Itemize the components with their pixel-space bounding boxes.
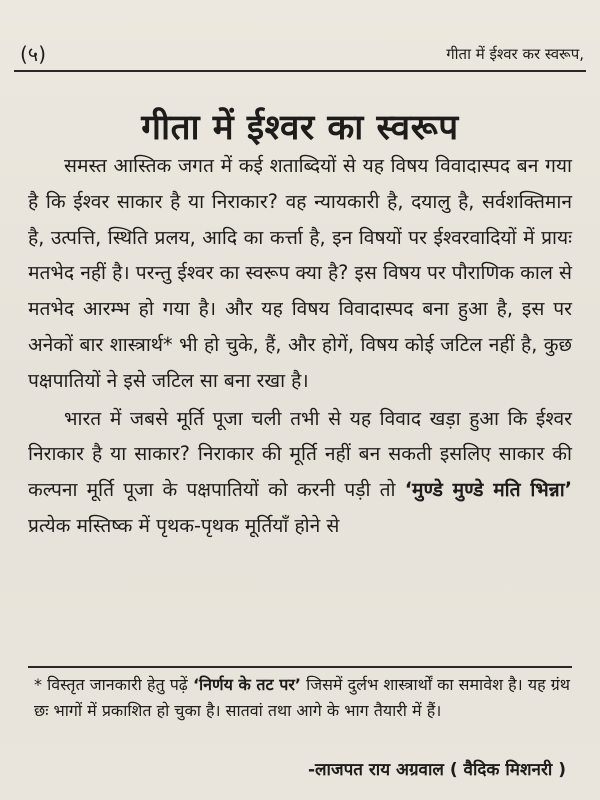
paragraph-2-text-a: भारत में जबसे मूर्ति पूजा चली तभी से यह विवाद खड़ा हुआ कि ईश्वर निराकार है या साकार? निराकार की मूर्ति नहीं बन सकती इसलिए साकार की कल्पना मूर्ति पूजा के पक्षपातियों को करनी पड़ी तो: [28, 406, 572, 502]
footnote-text: [34, 672, 570, 724]
running-title: गीता में ईश्वर कर स्वरूप,: [446, 45, 584, 63]
paragraph-1: समस्त आस्तिक जगत में कई शताब्दियों से यह विषय विवादास्पद बन गया है कि ईश्वर साकार है या निराकार? वह न्यायकारी है, दयालु है, सर्वशक्तिमान है, उत्पत्ति, स्थिति प्रलय, आदि का कर्त्ता है, इन विषयों पर ईश्वरवादियों में प्रायः मतभेद नहीं है। परन्तु ईश्वर का स्वरूप क्या है? इस विषय पर पौराणिक काल से मतभेद आरम्भ हो गया है। और यह विषय विवादास्पद बना हुआ है, इस पर अनेकों बार शास्त्रार्थ* भी हो चुके, हैं, और होगें, विषय कोई जटिल नहीं है, कुछ पक्षपातियों ने इसे जटिल सा बना रखा है।: [28, 154, 572, 392]
page-header: [14, 40, 586, 72]
footnote-text-a: * विस्तृत जानकारी हेतु पढ़ें: [34, 675, 188, 694]
footnote-book-title: ‘निर्णय के तट पर’: [192, 675, 301, 694]
chapter-title: गीता में ईश्वर का स्वरूप: [141, 108, 459, 149]
paragraph-2: [28, 401, 572, 544]
body-text: [28, 148, 572, 544]
page-number: (५): [20, 42, 47, 66]
sanskrit-quote: ‘मुण्डे मुण्डे मति भिन्ना’: [404, 478, 572, 502]
footnote-text-b: जिसमें दुर्लभ शास्त्रार्थों का समावेश है। यह ग्रंथ छः भागों में प्रकाशित हो चुका है। सातवां तथा आगे के भाग तैयारी में हैं।: [34, 675, 570, 720]
footnote-divider: [28, 666, 572, 668]
footnote: [34, 672, 570, 724]
paragraph-2-text-b: प्रत्येक मस्तिष्क में पृथक-पृथक मूर्तियाँ होने से: [28, 513, 340, 537]
author-signature: -लाजपत राय अग्रवाल ( वैदिक मिशनरी ): [307, 760, 566, 780]
